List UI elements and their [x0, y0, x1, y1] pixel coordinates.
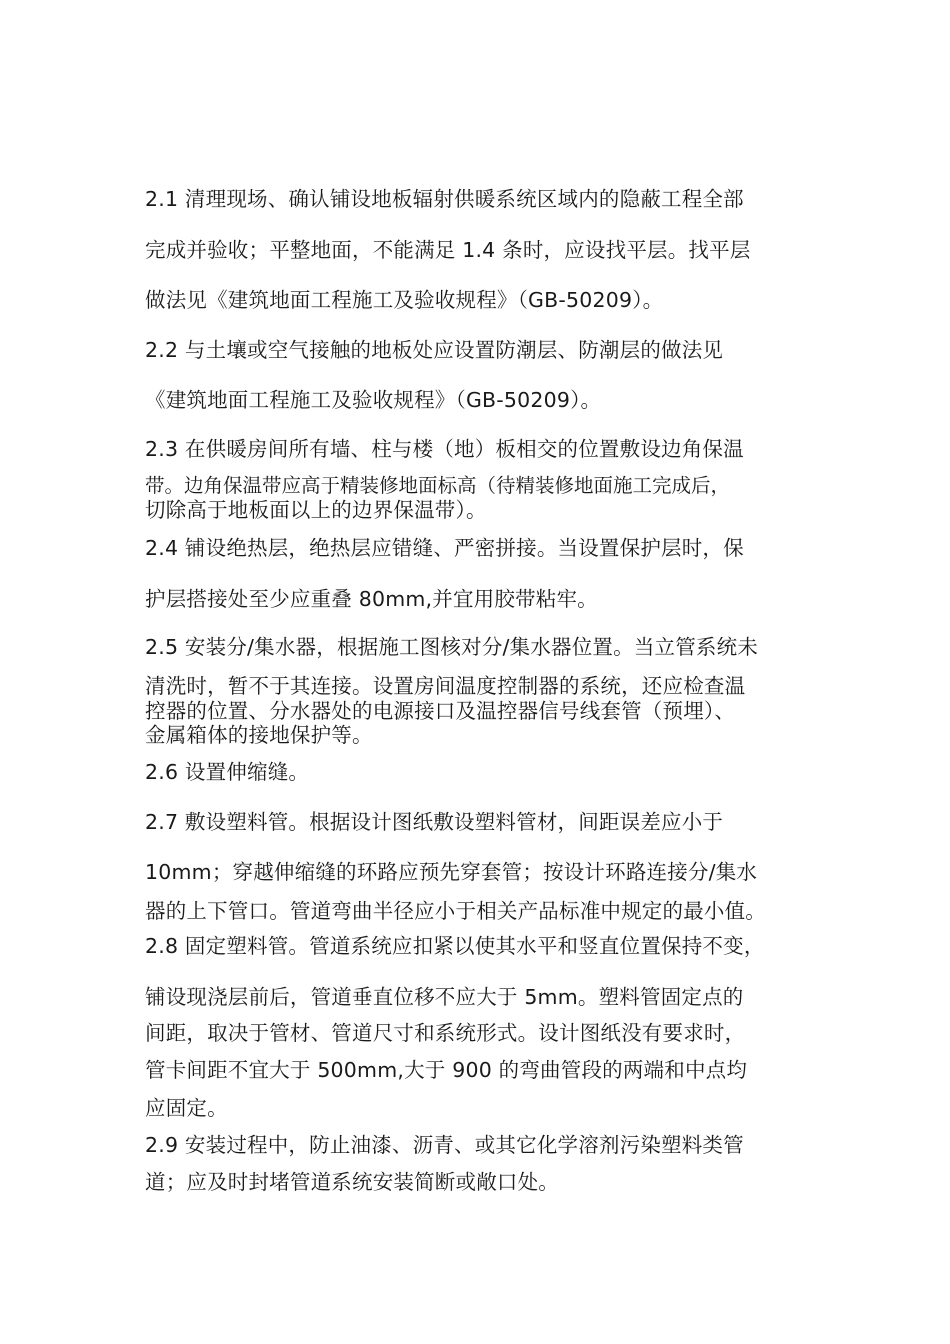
- text-line-2-9-b: 道；应及时封堵管道系统安装简断或敞口处。: [145, 1170, 559, 1194]
- text-line-2-5-b: 清洗时，暂不于其连接。设置房间温度控制器的系统，还应检查温: [145, 674, 746, 698]
- text-line-2-7-c: 器的上下管口。管道弯曲半径应小于相关产品标准中规定的最小值。: [145, 899, 766, 923]
- text-line-2-8-b: 铺设现浇层前后，管道垂直位移不应大于 5mm。塑料管固定点的: [145, 985, 744, 1009]
- text-line-2-4-a: 2.4 铺设绝热层，绝热层应错缝、严密拼接。当设置保护层时，保: [145, 536, 744, 560]
- text-line-2-1-b: 完成并验收；平整地面，不能满足 1.4 条时，应设找平层。找平层: [145, 238, 751, 262]
- text-line-2-1-c: 做法见《建筑地面工程施工及验收规程》（GB-50209）。: [145, 288, 664, 312]
- text-line-2-6: 2.6 设置伸缩缝。: [145, 760, 310, 784]
- text-line-2-5-c: 控器的位置、分水器处的电源接口及温控器信号线套管（预埋）、: [145, 699, 736, 723]
- text-line-2-8-a: 2.8 固定塑料管。管道系统应扣紧以使其水平和竖直位置保持不变，: [145, 934, 765, 958]
- text-line-2-8-c: 间距，取决于管材、管道尺寸和系统形式。设计图纸没有要求时，: [145, 1021, 746, 1045]
- text-line-2-8-d: 管卡间距不宜大于 500mm,大于 900 的弯曲管段的两端和中点均: [145, 1058, 748, 1082]
- text-line-2-4-b: 护层搭接处至少应重叠 80mm,并宜用胶带粘牢。: [145, 587, 598, 611]
- text-line-2-7-b: 10mm；穿越伸缩缝的环路应预先穿套管；按设计环路连接分/集水: [145, 860, 758, 884]
- text-line-2-1-a: 2.1 清理现场、确认铺设地板辐射供暖系统区域内的隐蔽工程全部: [145, 187, 744, 211]
- text-line-2-2-a: 2.2 与土壤或空气接触的地板处应设置防潮层、防潮层的做法见: [145, 338, 724, 362]
- text-line-2-3-c: 切除高于地板面以上的边界保温带）。: [145, 498, 487, 522]
- text-line-2-3-a: 2.3 在供暖房间所有墙、柱与楼（地）板相交的位置敷设边角保温: [145, 437, 744, 461]
- text-line-2-5-d: 金属箱体的接地保护等。: [145, 723, 373, 747]
- text-line-2-3-b: 带。边角保温带应高于精装修地面标高（待精装修地面施工完成后，: [145, 474, 731, 497]
- text-line-2-7-a: 2.7 敷设塑料管。根据设计图纸敷设塑料管材，间距误差应小于: [145, 810, 724, 834]
- text-line-2-5-a: 2.5 安装分/集水器，根据施工图核对分/集水器位置。当立管系统未: [145, 635, 759, 659]
- text-line-2-9-a: 2.9 安装过程中，防止油漆、沥青、或其它化学溶剂污染塑料类管: [145, 1133, 744, 1157]
- text-line-2-2-b: 《建筑地面工程施工及验收规程》（GB-50209）。: [145, 388, 602, 412]
- text-line-2-8-e: 应固定。: [145, 1096, 228, 1120]
